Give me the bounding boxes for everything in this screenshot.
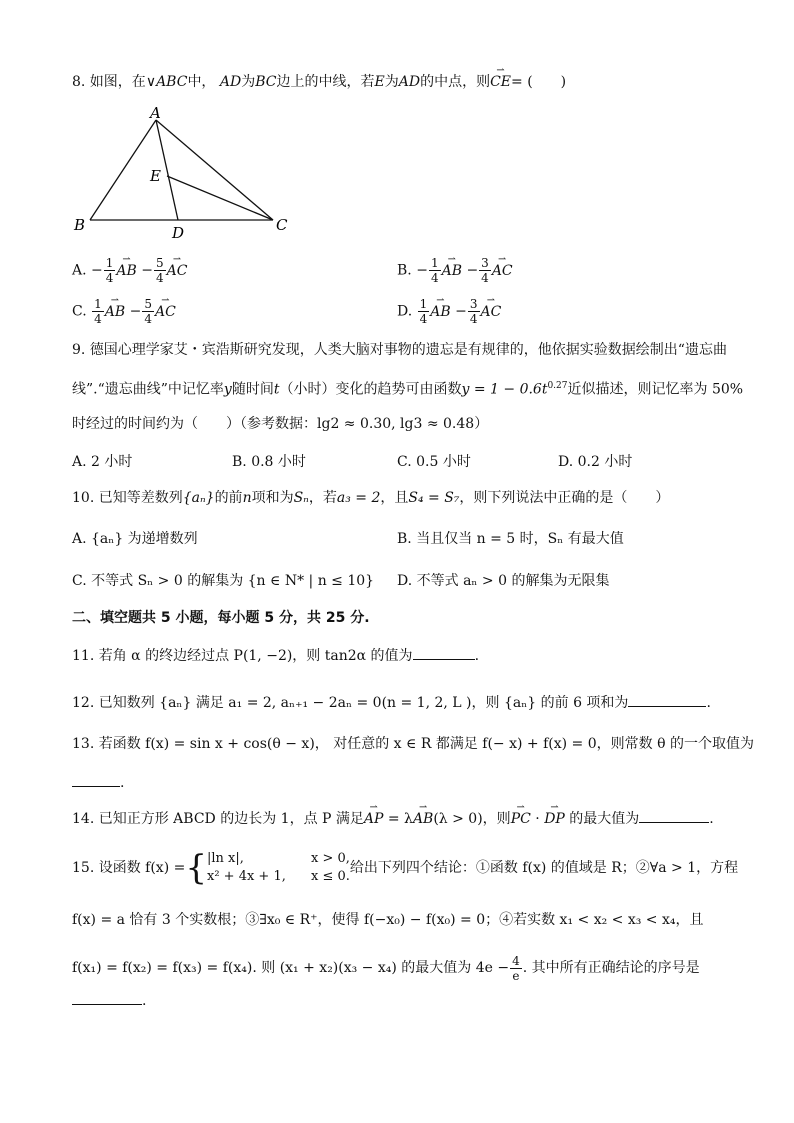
q14: 14. 已知正方形 ABCD 的边长为 1，点 P 满足⇀ AP = λ⇀ AB(λ > 0)，则⇀ PC · ⇀ DP 的最大值为 . [72,808,714,829]
q12: 12. 已知数列 {aₙ} 满足 a₁ = 2, aₙ₊₁ − 2aₙ = 0(n = 1, 2, L )，则 {aₙ} 的前 6 项和为 . [72,692,711,713]
q13-blank-line: . [72,772,124,793]
vector-dp: ⇀ DP [544,809,565,829]
q15-line-3: f(x₁) = f(x₂) = f(x₃) = f(x₄). 则 (x₁ + x₂)(x₃ − x₄) 的最大值为 4e − $\frac{4}{e}$ . 其中所有正确结论的序号是 [72,953,700,983]
q15-blank-line: . [72,990,146,1011]
memory-formula: y = 1 − 0.6t [461,381,548,398]
edge-ab [90,120,156,220]
q10-stem: 10. 已知等差数列{aₙ}的前n项和为Sₙ，若a₃ = 2，且S₄ = S₇，则下列说法中正确的是（ ） [72,490,670,506]
triangle-figure [68,106,298,240]
label-b: B [74,216,86,234]
vector-ce: ⇀ CE [490,72,511,92]
q10-option-c[interactable]: C. 不等式 Sₙ > 0 的解集为 {n ∈ N* | n ≤ 10} [72,573,375,589]
vector-ab: ⇀ AB [413,809,433,829]
q13: 13. 若函数 f(x) = sin x + cos(θ − x)， 对任意的 x ∈ R 都满足 f(− x) + f(x) = 0，则常数 θ 的一个取值为 [72,736,754,752]
section-2-title: 二、填空题共 5 小题，每小题 5 分，共 25 分. [72,610,370,626]
vector-ap: ⇀ AP [364,809,384,829]
q14-answer-blank[interactable] [639,808,709,823]
piecewise-brace: { [185,848,207,888]
q11-answer-blank[interactable] [413,645,475,660]
q13-answer-blank[interactable] [72,772,120,787]
label-d: D [172,224,185,240]
piecewise-cases: |ln x|, x > 0, x² + 4x + 1, x ≤ 0. [207,851,350,884]
q15-answer-blank[interactable] [72,990,142,1005]
q10-option-a[interactable]: A. {aₙ} 为递增数列 [72,531,198,547]
q8-option-b[interactable]: B. − $\frac{1}{4}$ ⇀ AB − $\frac{3}{4}$ ⇀ AC [397,256,513,285]
q9-option-a[interactable]: A. 2 小时 [72,454,133,470]
vector-pc: ⇀ PC [511,809,531,829]
segment-ce [167,176,273,220]
q9-line-1: 9. 德国心理学家艾・宾浩斯研究发现，人类大脑对事物的遗忘是有规律的，他依据实验数据绘制出“遗忘曲 [72,342,727,358]
q12-answer-blank[interactable] [628,692,706,707]
q11: 11. 若角 α 的终边经过点 P(1, −2)，则 tan2α 的值为 . [72,645,479,666]
q10-option-b[interactable]: B. 当且仅当 n = 5 时，Sₙ 有最大值 [397,531,624,547]
q9-line-3: 时经过的时间约为（ ）（参考数据：lg2 ≈ 0.30, lg3 ≈ 0.48） [72,416,489,432]
q8-option-d[interactable]: D. $\frac{1}{4}$ ⇀ AB − $\frac{3}{4}$ ⇀ AC [397,297,501,326]
triangle-name: ABC [156,74,188,90]
q15-line-2: f(x) = a 恰有 3 个实数根；③∃x₀ ∈ R⁺，使得 f(−x₀) − f(x₀) = 0；④若实数 x₁ < x₂ < x₃ < x₄，且 [72,912,704,928]
label-c: C [276,216,288,234]
triangle-symbol: ∨ [145,74,157,90]
label-a: A [150,106,161,122]
q8-option-a[interactable]: A. − $\frac{1}{4}$ ⇀ AB − $\frac{5}{4}$ ⇀ AC [72,256,187,285]
q9-option-b[interactable]: B. 0.8 小时 [232,454,306,470]
q10-option-d[interactable]: D. 不等式 aₙ > 0 的解集为无限集 [397,573,610,589]
label-e: E [150,167,161,185]
q9-line-2: 线”.“遗忘曲线”中记忆率y随时间t（小时）变化的趋势可由函数$y = 1 - 0.6t^{0.27}$近似描述，则记忆率为 50% [72,381,744,398]
q9-option-d[interactable]: D. 0.2 小时 [558,454,633,470]
q8-stem: 8. 如图，在∨ABC中， AD为BC边上的中线，若E为AD的中点，则⇀ CE= ( ) [72,72,566,92]
edge-ac [156,120,273,220]
q8-option-c[interactable]: C. $\frac{1}{4}$ ⇀ AB − $\frac{5}{4}$ ⇀ AC [72,297,176,326]
q8-stem-part: 8. 如图，在 [72,74,146,90]
q9-option-c[interactable]: C. 0.5 小时 [397,454,471,470]
q15-line-1: 15. 设函数 f(x) ={ |ln x|, x > 0, x² + 4x + 1, x ≤ 0. 给出下列四个结论：①函数 f(x) 的值域是 R；②∀a > 1，方程 [72,848,739,888]
